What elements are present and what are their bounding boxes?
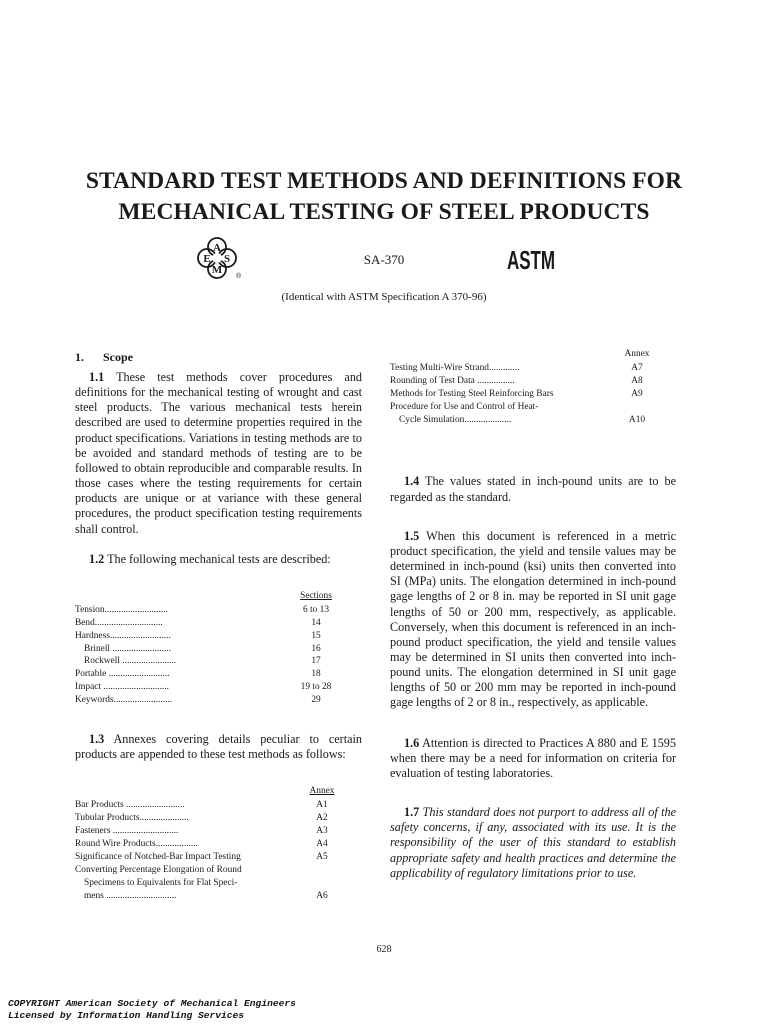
row-label: Bar Products ......................... [75, 800, 185, 811]
asme-letter-m: M [211, 264, 223, 276]
paragraph-text: Annexes covering details peculiar to certain products are appended to these test methods as follows: [75, 732, 363, 762]
paragraph-1-3 [75, 732, 362, 762]
table-header [75, 785, 362, 799]
table-row [75, 617, 362, 630]
section-title: Scope [103, 350, 133, 364]
row-label: Keywords......................... [75, 695, 173, 706]
row-value: A3 [316, 826, 328, 837]
row-label: Testing Multi-Wire Strand............. [390, 363, 520, 373]
table-row [390, 414, 676, 427]
title-line-1: STANDARD TEST METHODS AND DEFINITIONS FOR [85, 168, 683, 194]
row-value: 16 [311, 643, 321, 654]
row-value: 18 [311, 669, 321, 680]
right-column [390, 348, 676, 881]
table-row [390, 362, 676, 375]
paragraph-text: This standard does not purport to address all of the safety concerns, if any, associated with its use. It is the responsibility of the user of this standard to establish appropriate safety and health practices and determine the applicability of regulatory limitations prior to use. [390, 805, 677, 880]
row-label: Cycle Simulation.................... [399, 414, 512, 425]
table-header [390, 348, 676, 362]
row-value: A2 [316, 813, 328, 824]
document-title [0, 166, 768, 228]
paragraph-1-7 [390, 805, 676, 881]
row-label: mens .............................. [84, 890, 177, 901]
annex-header: Annex [309, 786, 335, 797]
row-value: A8 [631, 375, 643, 386]
paragraph-1-6 [390, 736, 676, 781]
paragraph-number: 1.5 [404, 528, 420, 543]
paragraph-text: The values stated in inch-pound units are to be regarded as the standard. [390, 474, 676, 504]
table-row [390, 375, 676, 388]
annex-table-right [390, 348, 676, 426]
asme-letter-e: E [203, 253, 211, 265]
row-label: Significance of Notched-Bar Impact Testing [75, 851, 241, 862]
row-value: 29 [311, 695, 321, 706]
registered-mark: ® [236, 273, 242, 280]
table-header [75, 590, 362, 604]
paragraph-text: These test methods cover procedures and definitions for the mechanical testing of wrought and cast steel products. The various mechanical tests herein described are used to determine properties required in the product specifications. Variations in testing methods are to be avoided and standard methods of testing are to be followed to obtain reproducible and comparable results. In those cases where the testing requirements for certain products are unique or at variance with these general procedures, the product specification testing requirements shall control. [75, 370, 363, 536]
table-row [75, 838, 362, 851]
astm-logo-text: ASTM [506, 245, 556, 275]
row-value: 15 [311, 630, 321, 641]
row-label: Tension........................... [75, 604, 168, 615]
row-label: Round Wire Products.................. [75, 838, 198, 849]
row-label: Rounding of Test Data ................ [390, 375, 515, 386]
table-row [75, 877, 362, 890]
identical-note: (Identical with ASTM Specification A 370-96) [281, 291, 487, 303]
table-row [390, 388, 676, 401]
paragraph-1-4 [390, 474, 676, 504]
row-value: 17 [311, 656, 321, 667]
table-row [75, 812, 362, 825]
row-label: Rockwell ....................... [84, 656, 177, 667]
paragraph-number: 1.3 [89, 732, 105, 746]
asme-letter-s: S [223, 253, 231, 265]
row-value: A5 [316, 851, 328, 862]
row-label: Specimens to Equivalents for Flat Speci- [84, 877, 238, 888]
row-label: Tubular Products..................... [75, 813, 189, 824]
annex-header: Annex [624, 349, 650, 359]
paragraph-number: 1.7 [404, 805, 420, 820]
paragraph-text: The following mechanical tests are described: [107, 551, 331, 566]
copyright-line-2: Licensed by Information Handling Services [8, 1010, 245, 1021]
sections-header: Sections [300, 590, 332, 601]
annex-table-left [75, 785, 362, 902]
copyright-notice [8, 998, 296, 1022]
table-row [390, 401, 676, 414]
left-column [75, 348, 362, 902]
copyright-line-1: COPYRIGHT American Society of Mechanical Engineers [8, 998, 296, 1009]
table-row [75, 604, 362, 617]
asme-letter-a: A [213, 242, 221, 254]
tests-table [75, 590, 362, 707]
row-label: Bend............................. [75, 617, 163, 628]
page-number: 628 [376, 944, 392, 955]
paragraph-number: 1.6 [404, 735, 420, 750]
designation: SA-370 [363, 252, 405, 267]
paragraph-1-5 [390, 529, 676, 711]
paragraph-1-1 [75, 370, 362, 537]
row-value: 19 to 28 [300, 682, 332, 693]
row-value: A6 [316, 890, 328, 901]
row-label: Procedure for Use and Control of Heat- [390, 401, 539, 412]
row-label: Fasteners ............................ [75, 826, 179, 837]
row-label: Converting Percentage Elongation of Round [75, 864, 242, 875]
row-value: A7 [631, 363, 643, 373]
table-row [75, 630, 362, 643]
paragraph-number: 1.2 [89, 551, 105, 566]
row-label: Hardness.......................... [75, 630, 171, 641]
table-row [75, 694, 362, 707]
table-row [75, 668, 362, 681]
table-row [75, 851, 362, 864]
row-value: A4 [316, 838, 328, 849]
title-line-2: MECHANICAL TESTING OF STEEL PRODUCTS [118, 199, 650, 225]
table-row [75, 890, 362, 903]
row-value: A1 [316, 800, 328, 811]
section-number: 1. [75, 350, 84, 364]
row-value: 14 [311, 617, 321, 628]
row-label: Impact ............................ [75, 682, 169, 693]
row-label: Methods for Testing Steel Reinforcing Bars [390, 388, 554, 399]
paragraph-text: When this document is referenced in a metric product specification, the yield and tensile values may be determined in inch-pound (ksi) units then converted into SI (MPa) units. The elongation determined in inch-pound gage lengths of 2 or 8 in. may be reported in SI unit gage lengths of 50 or 200 mm, respectively, as applicable. Conversely, when this document is referenced in an inch-pound product specification, the yield and tensile values may be determined in SI units then converted into inch-pound units. The elongation determined in SI unit gage lengths of 50 or 200 mm may be reported in inch-pound gage lengths of 2 or 8 in., respectively, as applicable. [390, 528, 677, 710]
row-value: A10 [628, 414, 646, 425]
row-label: Portable .......................... [75, 669, 170, 680]
row-value: 6 to 13 [302, 604, 330, 615]
row-label: Brinell ......................... [84, 643, 171, 654]
table-row [75, 799, 362, 812]
table-row [75, 825, 362, 838]
table-row [75, 864, 362, 877]
paragraph-1-2 [75, 552, 362, 567]
row-value: A9 [631, 388, 643, 399]
table-row [75, 681, 362, 694]
section-heading [75, 348, 362, 366]
astm-logo-icon [506, 236, 556, 280]
table-row [75, 643, 362, 656]
paragraph-number: 1.1 [89, 370, 105, 384]
paragraph-text: Attention is directed to Practices A 880 and E 1595 when there may be a need for information on criteria for evaluation of testing laboratories. [390, 735, 676, 780]
table-row [75, 655, 362, 668]
paragraph-number: 1.4 [404, 474, 420, 489]
